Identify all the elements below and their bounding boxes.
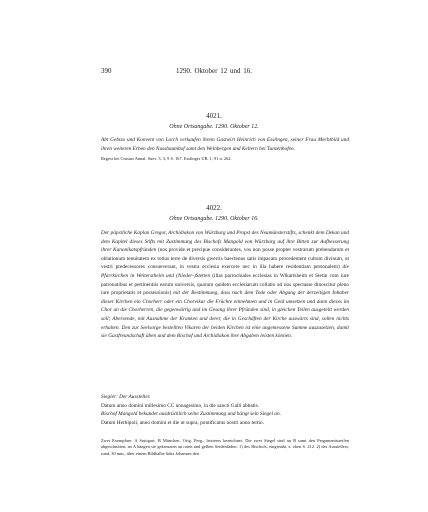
document-number-4022: 4022. xyxy=(206,204,222,212)
confirmation-4022: Bischof Mangold bekundet ausdrücklich seine Zustimmung und hängt sein Siegel an. xyxy=(101,411,281,417)
latin-4022-part2: (illas parrochiales ecclesias in Wikartsheim et Stetin cum iure patronatibus et pertinentiis earum universis, quarum quidem ecclesiarum collatio ad nos spectasse dinoscitur pleno iure proprietatis et possessionis) xyxy=(101,272,349,297)
regest-4022-part3: mit der Bestimmung, dass nach dem Tode oder Abgang der derzeitigen Inhaber dieser Kirchen ein Chorherr oder ein Chorvikar die Früchte einnehmen und in Geld umsetzen und dann dieses im Chor an die Chorherren, die gegenwärtig und im Gesang ihrer Pfründen sind, in gleichen Teilen ausgeteilt werden soll; Abersende, mit Ausnahme der Kranken und derer, die in Geschäften der Kirche auswärts sind, sollen nichts erhalten. Den zur Seelsorge bestellten Vikaren der beiden Kirchen ist eine angemessene Summe auszusetzen, damit sie Gastfreundschaft üben und dem Bischof und Archidiakon ihre Abgaben leisten können. xyxy=(101,290,349,340)
document-number-4021: 4021. xyxy=(206,112,222,120)
body-4022 xyxy=(101,229,349,341)
footnote-4022: Zwei Exemplare: A Stuttgart, B München. Orig. Perg., letzteres bezeichnet. Die zwei Siegel sind an B samt den Pergamentstreifen abgeschnitten, an A hängen sie gekreuzten an roten und gelben Seidenfäden: 1) des Bischofs, eingenäht, s. oben S. 212. 2) des Ausstellers, rund, 30 mm., über einem Bildhalbe links Johannes den xyxy=(101,438,349,456)
latin-4022-part1: (nos provide et precipue considerantes, vos non posse propter vestrarum prebendarum et oblationum tenuitatem ex totius terre de diversis gwerris haectenus satis impacato procedentem cultum divinum, ut vestri predecessores consueverant, in vestra ecclesia exercere nec in illa habere residentiam personalem) xyxy=(101,247,349,271)
page-number: 390 xyxy=(101,67,112,75)
dateline-4022: Ohne Ortsangabe. 1290. Oktober 16. xyxy=(169,216,259,222)
regest-4021: Abt Gebizo und Konvent von Lorch verkaufen ihrem Gastwirt Heinrich von Esslingen, seiner Frau Mechthild und ihren weiteren Erben den Nussbaumhof samt den Weinbergen und Keltern bei Tunzenhofen. xyxy=(101,137,349,152)
regest-4022-part1: Der päpstliche Kaplan Gregor, Archidiakon von Würzburg und Propst des Neumünsterstifts, schenkt dem Dekan und dem Kapitel dieses Stifts mit Zustimmung des Bischofs Mangold von Würzburg auf ihre Bitten zur Aufbesserung ihrer Kanonikatspfründen xyxy=(101,230,349,254)
datum2-4022: Datum Herbipoli, anno domini et die ut supra, pontificatus nostri anno tertio. xyxy=(101,420,264,426)
regest-4022-part2: die Pfarrkirchen in Weiterstheim und (Nieder-)Stetten xyxy=(101,264,349,279)
dateline-4021: Ohne Ortsangabe. 1290. Oktober 12. xyxy=(169,124,259,130)
datum-4022: Datum anno domini millesimo CC nonagesimo, in die sancti Galli abbatis. xyxy=(101,403,260,409)
running-title: 1290. Oktober 12 und 16. xyxy=(176,67,252,75)
note-4021: Regest bei Crusius Annal. Suev. 3, 3, 9 S. 167. Esslinger UB. 1, 91 n. 262. xyxy=(101,156,232,161)
siegler-4022: Siegler: Der Aussteller. xyxy=(101,394,151,400)
